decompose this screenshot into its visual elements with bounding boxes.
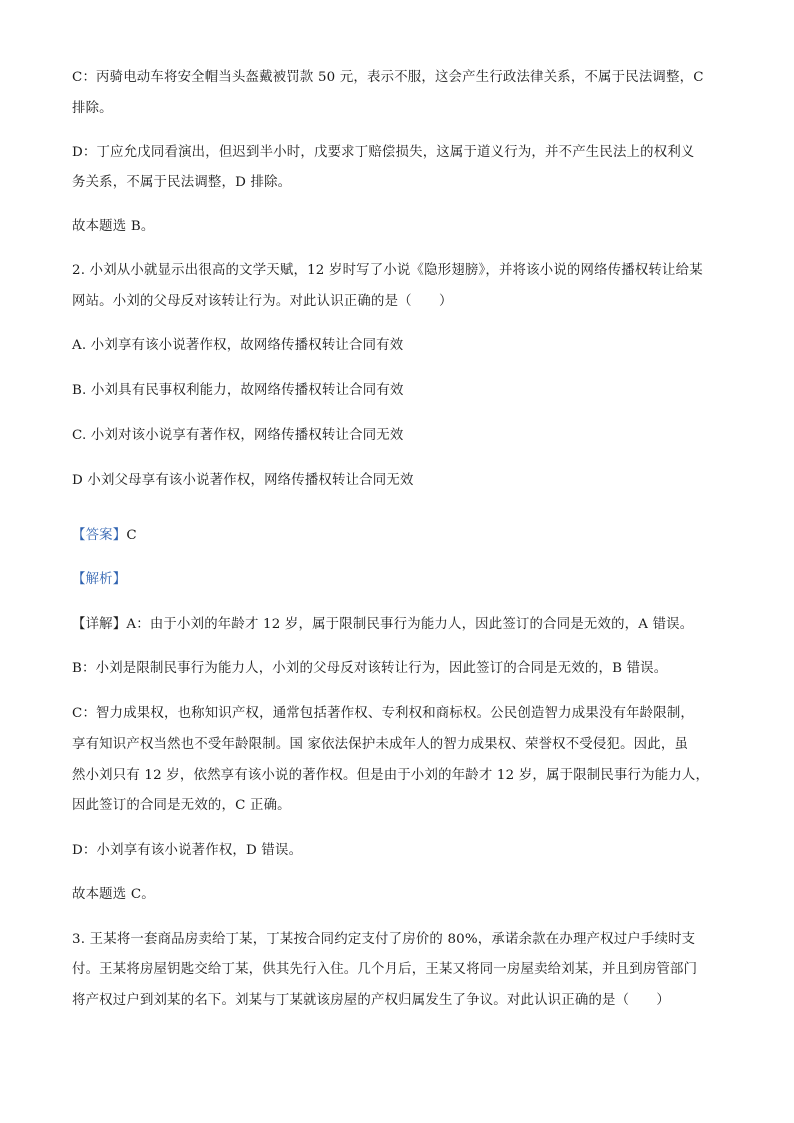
question-2-option-d: D 小刘父母享有该小说著作权，网络传播权转让合同无效 [72,473,414,488]
question-2-stem-line-1: 2. 小刘从小就显示出很高的文学天赋，12 岁时写了小说《隐形翅膀》，并将该小说的网络传播权转让给某 [72,263,703,278]
answer-value: C [126,528,137,543]
question-3-stem-line-1: 3. 王某将一套商品房卖给丁某，丁某按合同约定支付了房价的 80%，承诺余款在办理产权过户手续时支 [72,932,696,947]
question-2-option-c: C. 小刘对该小说享有著作权，网络传播权转让合同无效 [72,428,404,443]
question-2-conclusion: 故本题选 C。 [72,887,155,902]
question-3-stem-line-3: 将产权过户到刘某的名下。刘某与丁某就该房屋的产权归属发生了争议。对此认识正确的是（ ） [72,993,670,1008]
detail-c-line-2: 享有知识产权当然也不受年龄限制。国 家依法保护未成年人的智力成果权、荣誉权不受侵犯。因此，虽 [72,737,689,752]
previous-conclusion: 故本题选 B。 [72,219,155,234]
detail-a-text: A：由于小刘的年龄才 12 岁，属于限制民事行为能力人，因此签订的合同是无效的，A 错误。 [126,617,694,632]
question-3-stem-line-2: 付。王某将房屋钥匙交给丁某，供其先行入住。几个月后，王某又将同一房屋卖给刘某，并且到房管部门 [72,962,698,977]
detail-a-line [72,616,693,634]
question-2-option-a: A. 小刘享有该小说著作权，故网络传播权转让合同有效 [72,338,404,353]
analysis-tag: 【解析】 [72,572,127,587]
answer-line [72,527,137,545]
option-d-explanation-line-2: 务关系，不属于民法调整，D 排除。 [72,175,292,190]
detail-c-line-4: 因此签订的合同是无效的，C 正确。 [72,798,291,813]
detail-d-line: D：小刘享有该小说著作权，D 错误。 [72,843,303,858]
answer-tag: 【答案】 [72,528,127,543]
detail-b-line: B：小刘是限制民事行为能力人，小刘的父母反对该转让行为，因此签订的合同是无效的，B 错误。 [72,661,668,676]
question-2-option-b: B. 小刘具有民事权利能力，故网络传播权转让合同有效 [72,383,404,398]
detail-tag: 【详解】 [72,617,127,632]
detail-c-line-3: 然小刘只有 12 岁，依然享有该小说的著作权。但是由于小刘的年龄才 12 岁，属于限制民事行为能力人， [72,768,710,783]
analysis-heading [72,571,126,589]
question-2-stem-line-2: 网站。小刘的父母反对该转让行为。对此认识正确的是（ ） [72,294,453,309]
option-d-explanation-line-1: D：丁应允戊同看演出，但迟到半小时，戊要求丁赔偿损失，这属于道义行为，并不产生民法上的权利义 [72,145,695,160]
option-c-explanation-line-2: 排除。 [72,101,113,116]
option-c-explanation-line-1: C：丙骑电动车将安全帽当头盔戴被罚款 50 元，表示不服，这会产生行政法律关系，不属于民法调整，C [72,70,704,85]
detail-c-line-1: C：智力成果权，也称知识产权，通常包括著作权、专利权和商标权。公民创造智力成果没有年龄限制， [72,706,695,721]
